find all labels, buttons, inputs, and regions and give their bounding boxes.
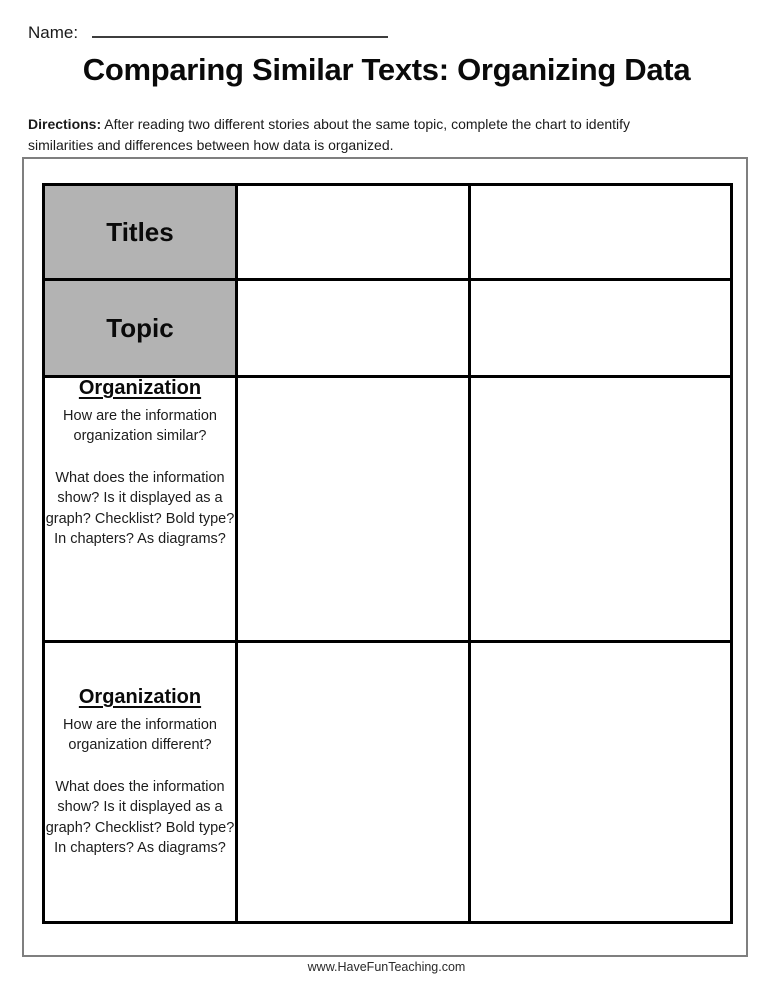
organization-different-question: How are the information organization different? <box>63 716 217 753</box>
organization-different-row <box>44 642 732 923</box>
footer-url: www.HaveFunTeaching.com <box>307 960 466 974</box>
organization-similar-response-cell-1[interactable] <box>237 377 470 642</box>
titles-response-cell-2[interactable] <box>470 185 732 280</box>
row-header-organization-similar <box>44 377 237 642</box>
chart-outer-box <box>22 157 748 957</box>
organization-similar-response-cell-2[interactable] <box>470 377 732 642</box>
organization-heading: Organization <box>78 686 202 708</box>
organization-different-response-cell-1[interactable] <box>237 642 470 923</box>
directions <box>28 114 744 156</box>
organization-detail-prompt: What does the information show? Is it displayed as a graph? Checklist? Bold type? In chapters? As diagrams? <box>45 778 235 856</box>
organization-similar-question: How are the information organization similar? <box>63 407 217 444</box>
organization-heading: Organization <box>78 377 202 399</box>
organization-different-response-cell-2[interactable] <box>470 642 732 923</box>
name-row <box>28 20 388 43</box>
organization-similar-row <box>44 377 732 642</box>
topic-response-cell-2[interactable] <box>470 280 732 377</box>
name-label: Name: <box>28 23 79 42</box>
directions-label: Directions: <box>28 116 102 132</box>
directions-line2: similarities and differences between how data is organized. <box>28 137 394 153</box>
name-input-line[interactable] <box>92 20 388 38</box>
titles-response-cell-1[interactable] <box>237 185 470 280</box>
directions-line1: After reading two different stories about the same topic, complete the chart to identify <box>104 116 631 132</box>
topic-row <box>44 280 732 377</box>
page-title: Comparing Similar Texts: Organizing Data <box>82 52 691 87</box>
organization-detail-prompt: What does the information show? Is it displayed as a graph? Checklist? Bold type? In chapters? As diagrams? <box>45 469 235 547</box>
row-header-topic: Topic <box>44 280 237 377</box>
comparison-table <box>42 183 733 924</box>
row-header-organization-different <box>44 642 237 923</box>
topic-response-cell-1[interactable] <box>237 280 470 377</box>
titles-row <box>44 185 732 280</box>
row-header-titles: Titles <box>44 185 237 280</box>
